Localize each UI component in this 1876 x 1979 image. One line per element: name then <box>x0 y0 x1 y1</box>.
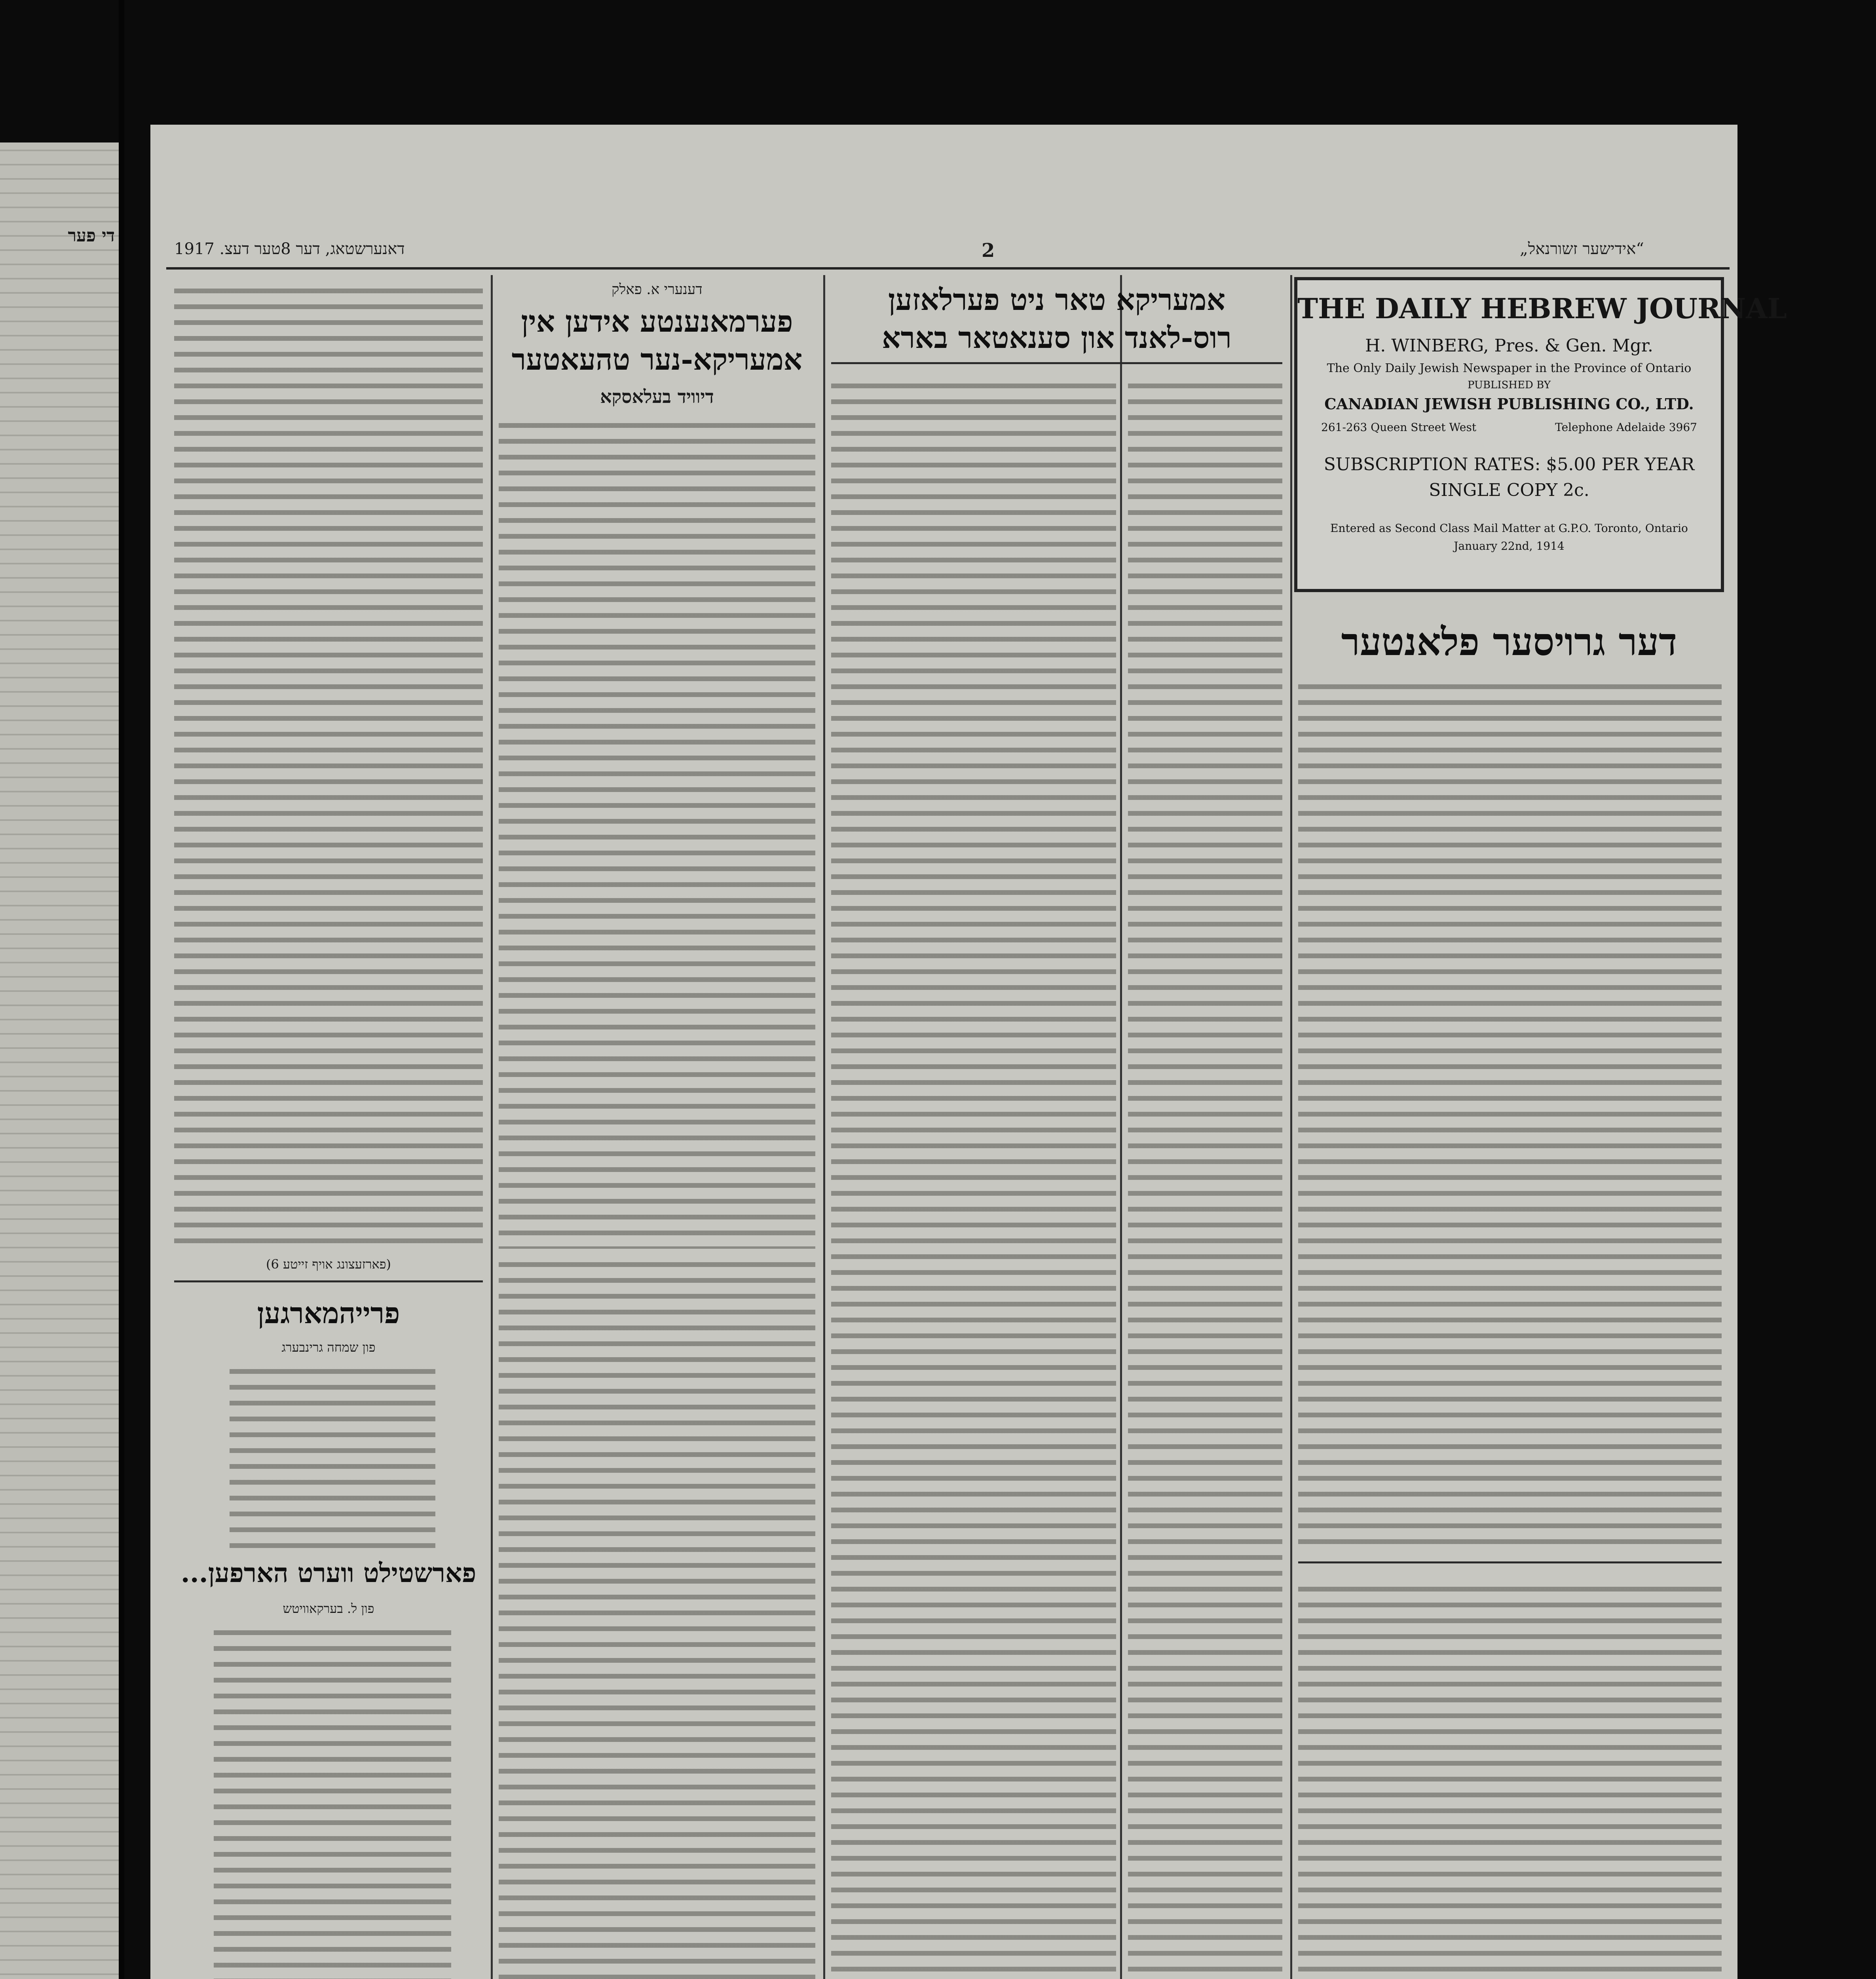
poem-morning-body <box>230 1364 435 1554</box>
editorial-body <box>1298 679 1722 1550</box>
poem-harps-author: פון ל. בערקאוויטש <box>283 1601 374 1616</box>
section-rule <box>831 362 1282 364</box>
column-rule <box>491 275 493 1979</box>
article-russia-headline <box>831 281 1282 357</box>
masthead-single-copy: SINGLE COPY 2c. <box>1429 480 1589 500</box>
adjacent-page-text <box>0 142 119 1979</box>
column-rule <box>1290 275 1292 1979</box>
header-rule <box>166 267 1730 270</box>
masthead-title: THE DAILY HEBREW JOURNAL <box>1297 292 1787 325</box>
masthead-rates: SUBSCRIPTION RATES: $5.00 PER YEAR <box>1323 454 1695 475</box>
section-rule <box>174 1280 483 1282</box>
article-russia-title: אמעריקא טאר ניט פערלאזען רוס-לאנד און סענאטאר בארא <box>882 283 1232 355</box>
poem-harps-title: פארשטילט ווערט הארפען... <box>180 1557 477 1588</box>
theatre-author: דענערי א. פאלק <box>611 281 703 298</box>
theatre-body-continued <box>499 1257 815 1979</box>
adjacent-page-headline: די פער <box>68 226 115 246</box>
theatre-body <box>499 418 815 1249</box>
masthead-publisher: CANADIAN JEWISH PUBLISHING CO., LTD. <box>1324 395 1694 413</box>
theatre-headline <box>499 303 815 379</box>
masthead-box <box>1294 277 1787 592</box>
column-rule <box>1120 275 1122 1979</box>
continuation-note: (פארזעצונג אויף זייטע 6) <box>266 1257 391 1272</box>
poem-morning-title: פרייהמארגען <box>257 1296 400 1330</box>
poem-harps-body <box>214 1625 451 1979</box>
masthead-tagline: The Only Daily Jewish Newspaper in the Province of Ontario <box>1327 361 1692 375</box>
poem-morning-author: פון שמחה גרינבערג <box>281 1340 376 1355</box>
section-rule <box>1298 1561 1722 1563</box>
masthead-published-by: PUBLISHED BY <box>1468 379 1551 391</box>
running-paper-name: „אידישער זשורנאל“ <box>1520 240 1644 258</box>
masthead-manager: H. WINBERG, Pres. & Gen. Mgr. <box>1365 336 1653 356</box>
running-date: דאנערשטאג, דער 8טער דעצ. 1917 <box>174 240 405 258</box>
newspaper-page <box>150 125 1787 1979</box>
masthead-telephone: Telephone Adelaide 3967 <box>1555 421 1697 434</box>
page-number: 2 <box>982 239 995 262</box>
editorial-body-continued <box>1298 1581 1722 1977</box>
masthead-date: January 22nd, 1914 <box>1454 539 1565 553</box>
masthead-address: 261-263 Queen Street West <box>1321 421 1477 434</box>
film-fold-left <box>119 0 124 1979</box>
column-five-body <box>174 283 483 1253</box>
masthead-entered: Entered as Second Class Mail Matter at G.P.O. Toronto, Ontario <box>1330 522 1688 535</box>
column-rule <box>823 275 825 1979</box>
article-russia-body-left <box>831 378 1116 1979</box>
article-russia-body-right <box>1128 378 1282 1979</box>
editorial-headline: דער גרויסער פלאנטער <box>1341 619 1677 664</box>
theatre-title: פערמאנענטע אידען אין אמעריקא-נער טהעאטער <box>511 305 803 377</box>
adjacent-page-strip <box>0 142 119 1979</box>
theatre-section-title: דיוויד בעלאסקא <box>600 386 714 407</box>
